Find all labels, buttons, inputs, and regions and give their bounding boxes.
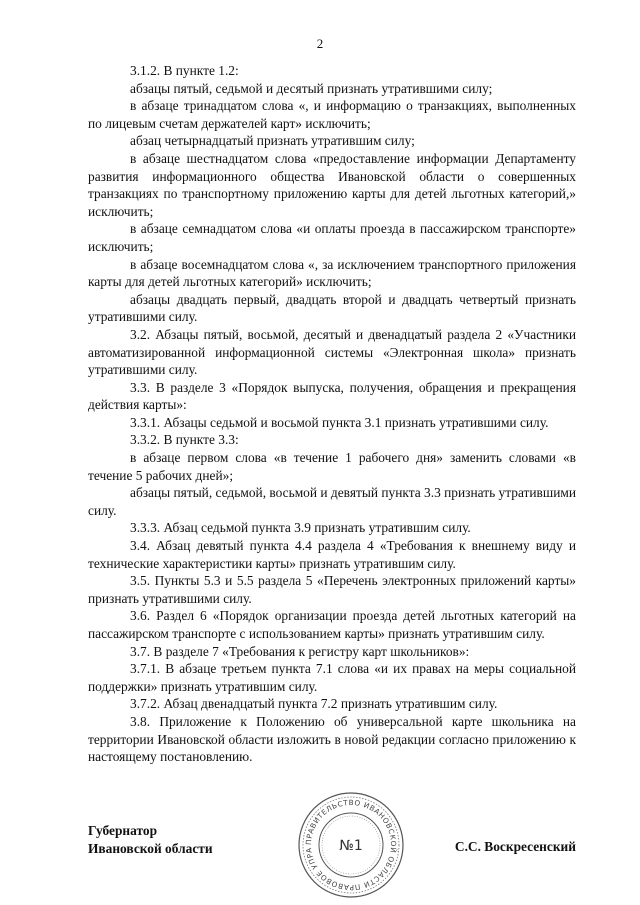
seal-ring-text: ПРАВИТЕЛЬСТВО ИВАНОВСКОЙ ОБЛАСТИ ПРАВОВОЕ УПРА: [303, 797, 399, 893]
paragraph: в абзаце шестнадцатом слова «предоставление информации Департаменту развития информационного общества Ивановской области о совершенных транзакциях по транспортному приложению карты для детей льготных категорий,» исключить;: [88, 150, 576, 219]
paragraph: 3.3.1. Абзацы седьмой и восьмой пункта 3.1 признать утратившими силу.: [130, 414, 549, 430]
page-number: 2: [316, 36, 324, 51]
paragraph: 3.4. Абзац девятый пункта 4.4 раздела 4 «Требования к внешнему виду и технические характеристики карты» признать утратившим силу.: [88, 538, 576, 571]
paragraph: 3.3.2. В пункте 3.3:: [130, 432, 239, 448]
paragraph: 3.6. Раздел 6 «Порядок организации проезда детей льготных категорий на пассажирском транспорте с использованием карты» признать утратившим силу.: [88, 608, 576, 641]
paragraph: 3.7. В разделе 7 «Требования к регистру карт школьников»:: [130, 643, 470, 659]
paragraph: 3.2. Абзацы пятый, восьмой, десятый и двенадцатый раздела 2 «Участники автоматизированной информационной системы «Электронная школа» признать утратившими силу.: [88, 326, 576, 378]
signature-block: [88, 822, 576, 882]
paragraph: абзацы пятый, седьмой и десятый признать утратившими силу;: [130, 80, 493, 96]
paragraph: в абзаце восемнадцатом слова «, за исключением транспортного приложения карты для детей льготных категорий» исключить;: [88, 256, 576, 290]
paragraph: абзацы двадцать первый, двадцать второй и двадцать четвертый признать утратившими силу.: [88, 291, 576, 325]
signatory-region: Ивановской области: [88, 840, 213, 856]
paragraph: в абзаце первом слова «в течение 1 рабочего дня» заменить словами «в течение 5 рабочих дней»;: [88, 450, 576, 483]
paragraph: 3.7.1. В абзаце третьем пункта 7.1 слова «и их правах на меры социальной поддержки» признать утратившим силу.: [88, 661, 576, 694]
paragraph: 3.3.3. Абзац седьмой пункта 3.9 признать утратившим силу.: [130, 520, 471, 536]
paragraph: в абзаце тринадцатом слова «, и информацию о транзакциях, выполненных по лицевым счетам держателей карт» исключить;: [88, 98, 576, 131]
paragraph: 3.1.2. В пункте 1.2:: [130, 63, 239, 78]
paragraph: в абзаце семнадцатом слова «и оплаты проезда в пассажирском транспорте» исключить;: [88, 221, 576, 254]
paragraph: абзац четырнадцатый признать утратившим силу;: [130, 133, 415, 149]
signatory-title: [88, 822, 213, 857]
paragraph: 3.5. Пункты 5.3 и 5.5 раздела 5 «Перечень электронных приложений карты» признать утратившими силу.: [88, 573, 576, 606]
signatory-name: С.С. Воскресенский: [454, 839, 576, 854]
document-body: [88, 62, 576, 766]
seal-number: №1: [339, 838, 363, 854]
paragraph: 3.8. Приложение к Положению об универсальной карте школьника на территории Ивановской области изложить в новой редакции согласно приложению к настоящему постановлению.: [88, 713, 576, 765]
paragraph: 3.3. В разделе 3 «Порядок выпуска, получения, обращения и прекращения действия карты»:: [88, 379, 576, 413]
signatory-position: Губернатор: [88, 823, 158, 838]
paragraph: абзацы пятый, седьмой, восьмой и девятый пункта 3.3 признать утратившими силу.: [88, 485, 576, 518]
paragraph: 3.7.2. Абзац двенадцатый пункта 7.2 признать утратившим силу.: [130, 696, 498, 712]
